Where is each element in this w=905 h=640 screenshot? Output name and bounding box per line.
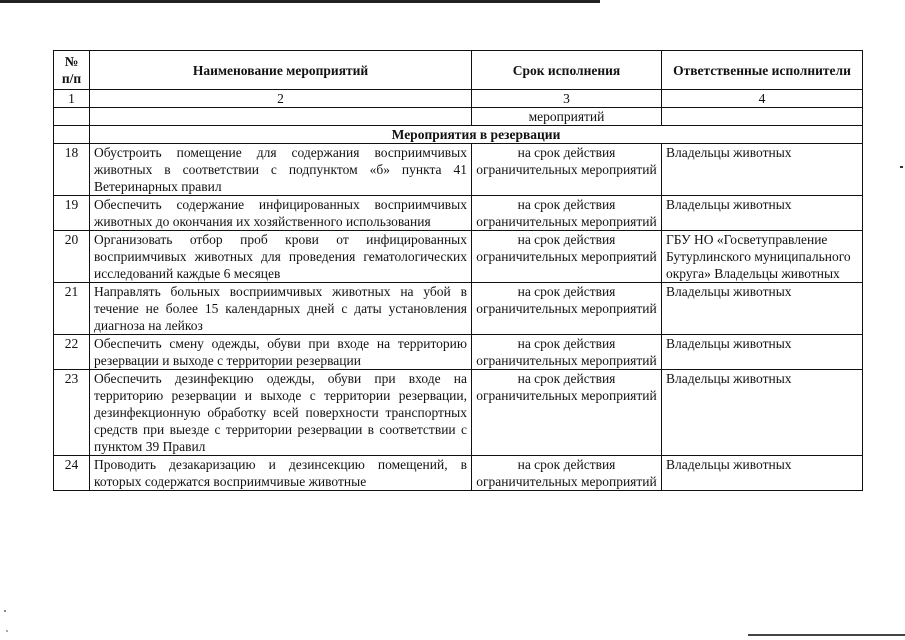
header-responsible: Ответственные исполнители [662, 51, 863, 90]
row-deadline: на срок действия ограничительных мероприятий [472, 231, 662, 283]
table-row [54, 283, 863, 335]
scan-top-line [0, 0, 600, 3]
row-activity: Обеспечить дезинфекцию одежды, обуви при входе на территорию резервации и выходе с территории резервации, дезинфекционную обработку всей поверхности транспортных средств при выезде с территории резервации в соответствии с пунктом 39 Правил [90, 370, 472, 456]
continuation-row [54, 108, 863, 126]
column-number: 1 [54, 90, 90, 108]
row-number: 23 [54, 370, 90, 456]
row-deadline: на срок действия ограничительных мероприятий [472, 283, 662, 335]
header-deadline: Срок исполнения [472, 51, 662, 90]
continuation-term: мероприятий [472, 108, 662, 126]
column-number: 4 [662, 90, 863, 108]
row-number: 22 [54, 335, 90, 370]
row-responsible: Владельцы животных [662, 144, 863, 196]
table-row [54, 370, 863, 456]
row-activity: Направлять больных восприимчивых животных на убой в течение не более 15 календарных дней с даты установления диагноза на лейкоз [90, 283, 472, 335]
row-deadline: на срок действия ограничительных мероприятий [472, 196, 662, 231]
row-deadline: на срок действия ограничительных мероприятий [472, 370, 662, 456]
column-number: 3 [472, 90, 662, 108]
table-header-row [54, 51, 863, 90]
measures-table [53, 50, 863, 491]
table-row [54, 456, 863, 491]
row-responsible: Владельцы животных [662, 196, 863, 231]
row-responsible: Владельцы животных [662, 456, 863, 491]
row-number: 19 [54, 196, 90, 231]
scan-bottom-line [748, 634, 905, 636]
table-row [54, 144, 863, 196]
row-responsible: Владельцы животных [662, 335, 863, 370]
row-responsible: ГБУ НО «Госветуправление Бутурлинского муниципального округа» Владельцы животных [662, 231, 863, 283]
row-responsible: Владельцы животных [662, 370, 863, 456]
row-activity: Проводить дезакаризацию и дезинсекцию помещений, в которых содержатся восприимчивые животные [90, 456, 472, 491]
row-deadline: на срок действия ограничительных мероприятий [472, 456, 662, 491]
row-number: 24 [54, 456, 90, 491]
column-number-row [54, 90, 863, 108]
scan-speck [6, 630, 8, 632]
table-row [54, 335, 863, 370]
row-number: 21 [54, 283, 90, 335]
row-activity: Обустроить помещение для содержания восприимчивых животных в соответствии с подпунктом «б» пункта 41 Ветеринарных правил [90, 144, 472, 196]
row-activity: Обеспечить смену одежды, обуви при входе на территорию резервации и выходе с территории резервации [90, 335, 472, 370]
scan-mark [900, 166, 903, 168]
row-activity: Обеспечить содержание инфицированных восприимчивых животных до окончания их хозяйственного использования [90, 196, 472, 231]
table-row [54, 196, 863, 231]
table-row [54, 231, 863, 283]
row-deadline: на срок действия ограничительных мероприятий [472, 335, 662, 370]
column-number: 2 [90, 90, 472, 108]
section-title: Мероприятия в резервации [90, 126, 863, 144]
section-row [54, 126, 863, 144]
header-number: № п/п [54, 51, 90, 90]
scan-speck [4, 610, 6, 612]
row-responsible: Владельцы животных [662, 283, 863, 335]
row-activity: Организовать отбор проб крови от инфицированных восприимчивых животных для проведения гематологических исследований каждые 6 месяцев [90, 231, 472, 283]
header-activity-name: Наименование мероприятий [90, 51, 472, 90]
row-number: 18 [54, 144, 90, 196]
row-deadline: на срок действия ограничительных мероприятий [472, 144, 662, 196]
row-number: 20 [54, 231, 90, 283]
